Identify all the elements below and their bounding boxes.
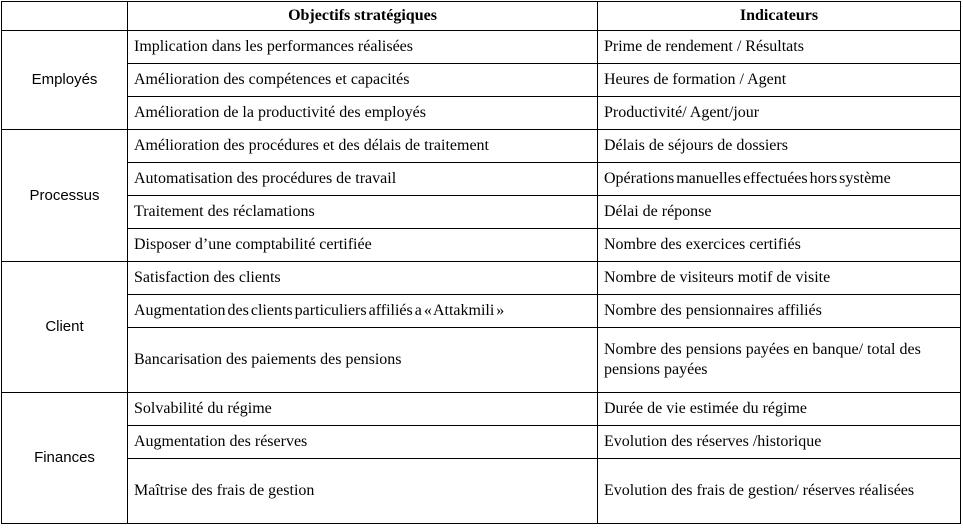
objective-cell: Automatisation des procédures de travail [128,163,598,196]
objective-cell: Amélioration de la productivité des employés [128,97,598,130]
header-corner-cell [2,2,128,31]
table-row [2,426,961,459]
objective-cell: Augmentation des réserves [128,426,598,459]
table-row [2,64,961,97]
table-row [2,31,961,64]
indicator-cell: Nombre de visiteurs motif de visite [598,262,961,295]
table-row [2,196,961,229]
group-label-finances: Finances [2,393,128,524]
objective-cell: Satisfaction des clients [128,262,598,295]
table-row [2,163,961,196]
group-label-processus: Processus [2,130,128,262]
indicator-cell: Productivité/ Agent/jour [598,97,961,130]
table-row [2,459,961,524]
table-row [2,97,961,130]
indicator-cell: Evolution des réserves /historique [598,426,961,459]
objective-cell: Disposer d’une comptabilité certifiée [128,229,598,262]
objective-cell: Traitement des réclamations [128,196,598,229]
indicator-cell: Evolution des frais de gestion/ réserves réalisées [598,459,961,524]
indicator-cell: Délais de séjours de dossiers [598,130,961,163]
objective-cell: Bancarisation des paiements des pensions [128,328,598,393]
header-row [2,2,961,31]
table-row [2,229,961,262]
table-row [2,262,961,295]
header-indicators: Indicateurs [598,2,961,31]
indicator-cell: Opérations manuelles effectuées hors système [598,163,961,196]
table-row [2,295,961,328]
objective-cell: Augmentation des clients particuliers affiliés a « Attakmili » [128,295,598,328]
indicator-cell: Délai de réponse [598,196,961,229]
objective-cell: Amélioration des procédures et des délais de traitement [128,130,598,163]
table-row [2,393,961,426]
group-label-client: Client [2,262,128,393]
indicator-cell: Nombre des exercices certifiés [598,229,961,262]
objective-cell: Maîtrise des frais de gestion [128,459,598,524]
header-objectives: Objectifs stratégiques [128,2,598,31]
indicator-cell: Durée de vie estimée du régime [598,393,961,426]
indicator-cell: Prime de rendement / Résultats [598,31,961,64]
group-label-employes: Employés [2,31,128,130]
table-row [2,130,961,163]
objective-cell: Solvabilité du régime [128,393,598,426]
indicator-cell: Nombre des pensionnaires affiliés [598,295,961,328]
objective-cell: Amélioration des compétences et capacités [128,64,598,97]
indicator-cell: Heures de formation / Agent [598,64,961,97]
indicator-cell: Nombre des pensions payées en banque/ total des pensions payées [598,328,961,393]
strategy-table [1,1,961,524]
objective-cell: Implication dans les performances réalisées [128,31,598,64]
table-row [2,328,961,393]
